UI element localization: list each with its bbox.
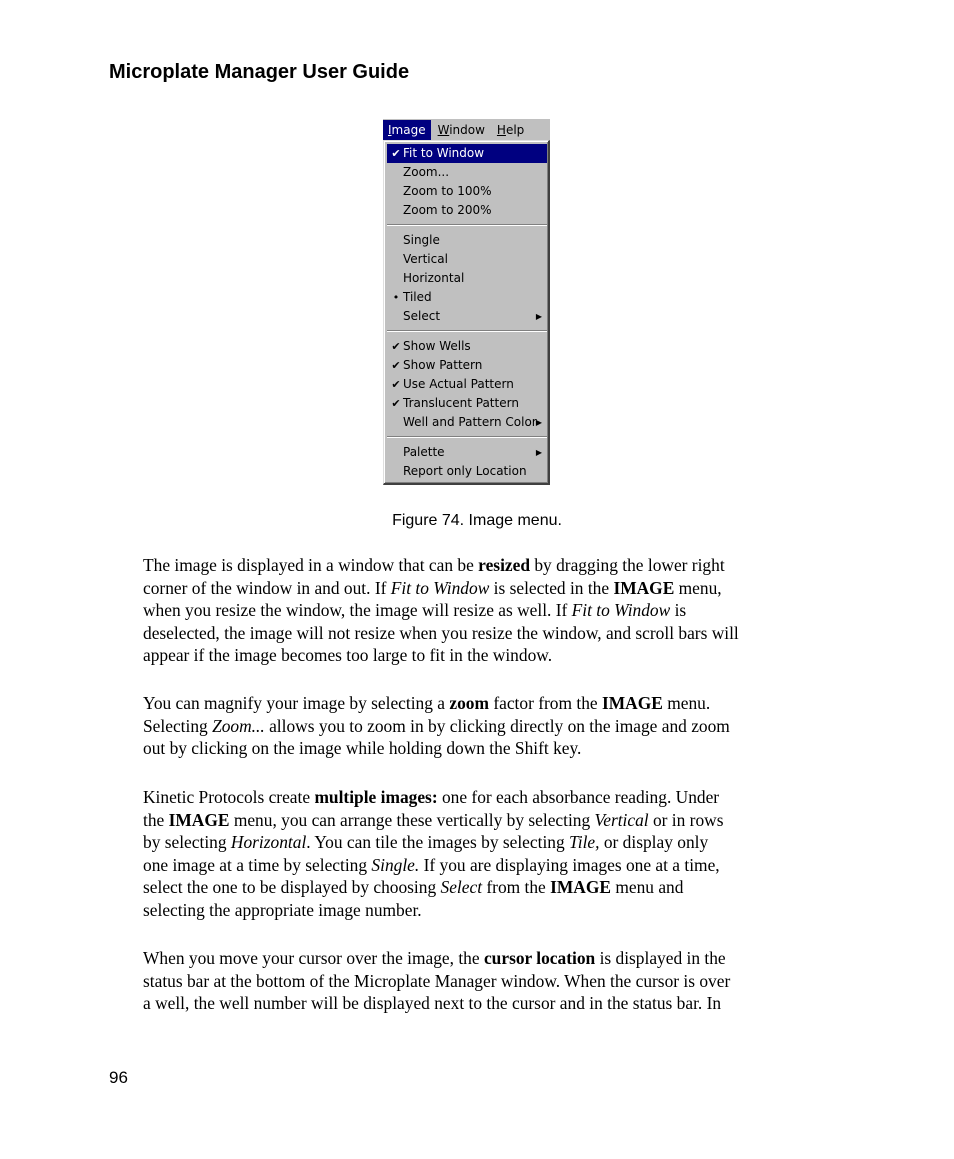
figure-caption: Figure 74. Image menu.	[392, 512, 562, 529]
menu-item-report-only-location[interactable]: Report only Location	[403, 464, 527, 478]
menu-item-tiled[interactable]: • Tiled	[387, 288, 547, 307]
page-header: Microplate Manager User Guide	[109, 61, 410, 83]
check-icon: ✔	[391, 359, 401, 372]
radio-bullet-icon: •	[392, 291, 400, 304]
menu-item-well-pattern-color[interactable]: Well and Pattern Color ▶	[387, 413, 547, 432]
paragraph-zoom: You can magnify your image by selecting a zoom factor from the IMAGE menu. Selecting Zoom... allows you to zoom in by clicking directly on the image and zoom out by clicking on the image while holding down the Shift key.	[143, 693, 730, 758]
image-dropdown	[383, 140, 550, 485]
check-icon: ✔	[391, 147, 401, 160]
menu-item-translucent-pattern[interactable]: ✔ Translucent Pattern	[387, 394, 547, 413]
menu-item-vertical[interactable]: Vertical	[403, 252, 448, 266]
check-icon: ✔	[391, 397, 401, 410]
menu-separator	[387, 224, 547, 226]
submenu-arrow-icon: ▶	[535, 418, 542, 427]
paragraph-multiple-images: Kinetic Protocols create multiple images: one for each absorbance reading. Under the IMAGE menu, you can arrange these vertically by selecting Vertical or in rows by selecting Horizontal. You can tile the images by selecting Tile, or display only one image at a time by selecting Single. If you are displaying images one at a time, select the one to be displayed by choosing Select from the IMAGE menu and selecting the appropriate image number.	[143, 787, 724, 920]
paragraph-cursor-location: When you move your cursor over the image, the cursor location is displayed in the status bar at the bottom of the Microplate Manager window. When the cursor is over a well, the well number will be displayed next to the cursor and in the status bar. In	[143, 948, 731, 1013]
page-number: 96	[109, 1068, 128, 1087]
check-icon: ✔	[391, 340, 401, 353]
menu-item-select[interactable]: Select ▶	[387, 307, 547, 326]
image-menu-figure	[383, 119, 550, 486]
menu-item-zoom-200[interactable]: Zoom to 200%	[403, 203, 492, 217]
menu-item-use-actual-pattern[interactable]: ✔ Use Actual Pattern	[387, 375, 547, 394]
menu-item-horizontal[interactable]: Horizontal	[403, 271, 465, 285]
menu-item-single[interactable]: Single	[403, 233, 440, 247]
check-icon: ✔	[391, 378, 401, 391]
menu-item-zoom[interactable]: Zoom...	[403, 165, 450, 179]
menu-image[interactable]: Image	[383, 120, 431, 140]
menu-item-fit-to-window[interactable]: ✔ Fit to Window	[387, 144, 547, 163]
submenu-arrow-icon: ▶	[535, 312, 542, 321]
menu-separator	[387, 330, 547, 332]
menu-item-zoom-100[interactable]: Zoom to 100%	[403, 184, 492, 198]
menubar	[383, 119, 550, 141]
menu-help[interactable]: Help	[496, 123, 525, 137]
menu-item-show-pattern[interactable]: ✔ Show Pattern	[387, 356, 547, 375]
paragraph-resize: The image is displayed in a window that can be resized by dragging the lower right corner of the window in and out. If Fit to Window is selected in the IMAGE menu, when you resize the window, the image will resize as well. If Fit to Window is deselected, the image will not resize when you resize the window, and scroll bars will appear if the image becomes too large to fit in the window.	[143, 555, 739, 665]
menu-separator	[387, 436, 547, 438]
menu-item-show-wells[interactable]: ✔ Show Wells	[387, 337, 547, 356]
submenu-arrow-icon: ▶	[535, 448, 542, 457]
menu-item-palette[interactable]: Palette ▶	[387, 443, 547, 462]
menu-window[interactable]: Window	[437, 123, 485, 137]
